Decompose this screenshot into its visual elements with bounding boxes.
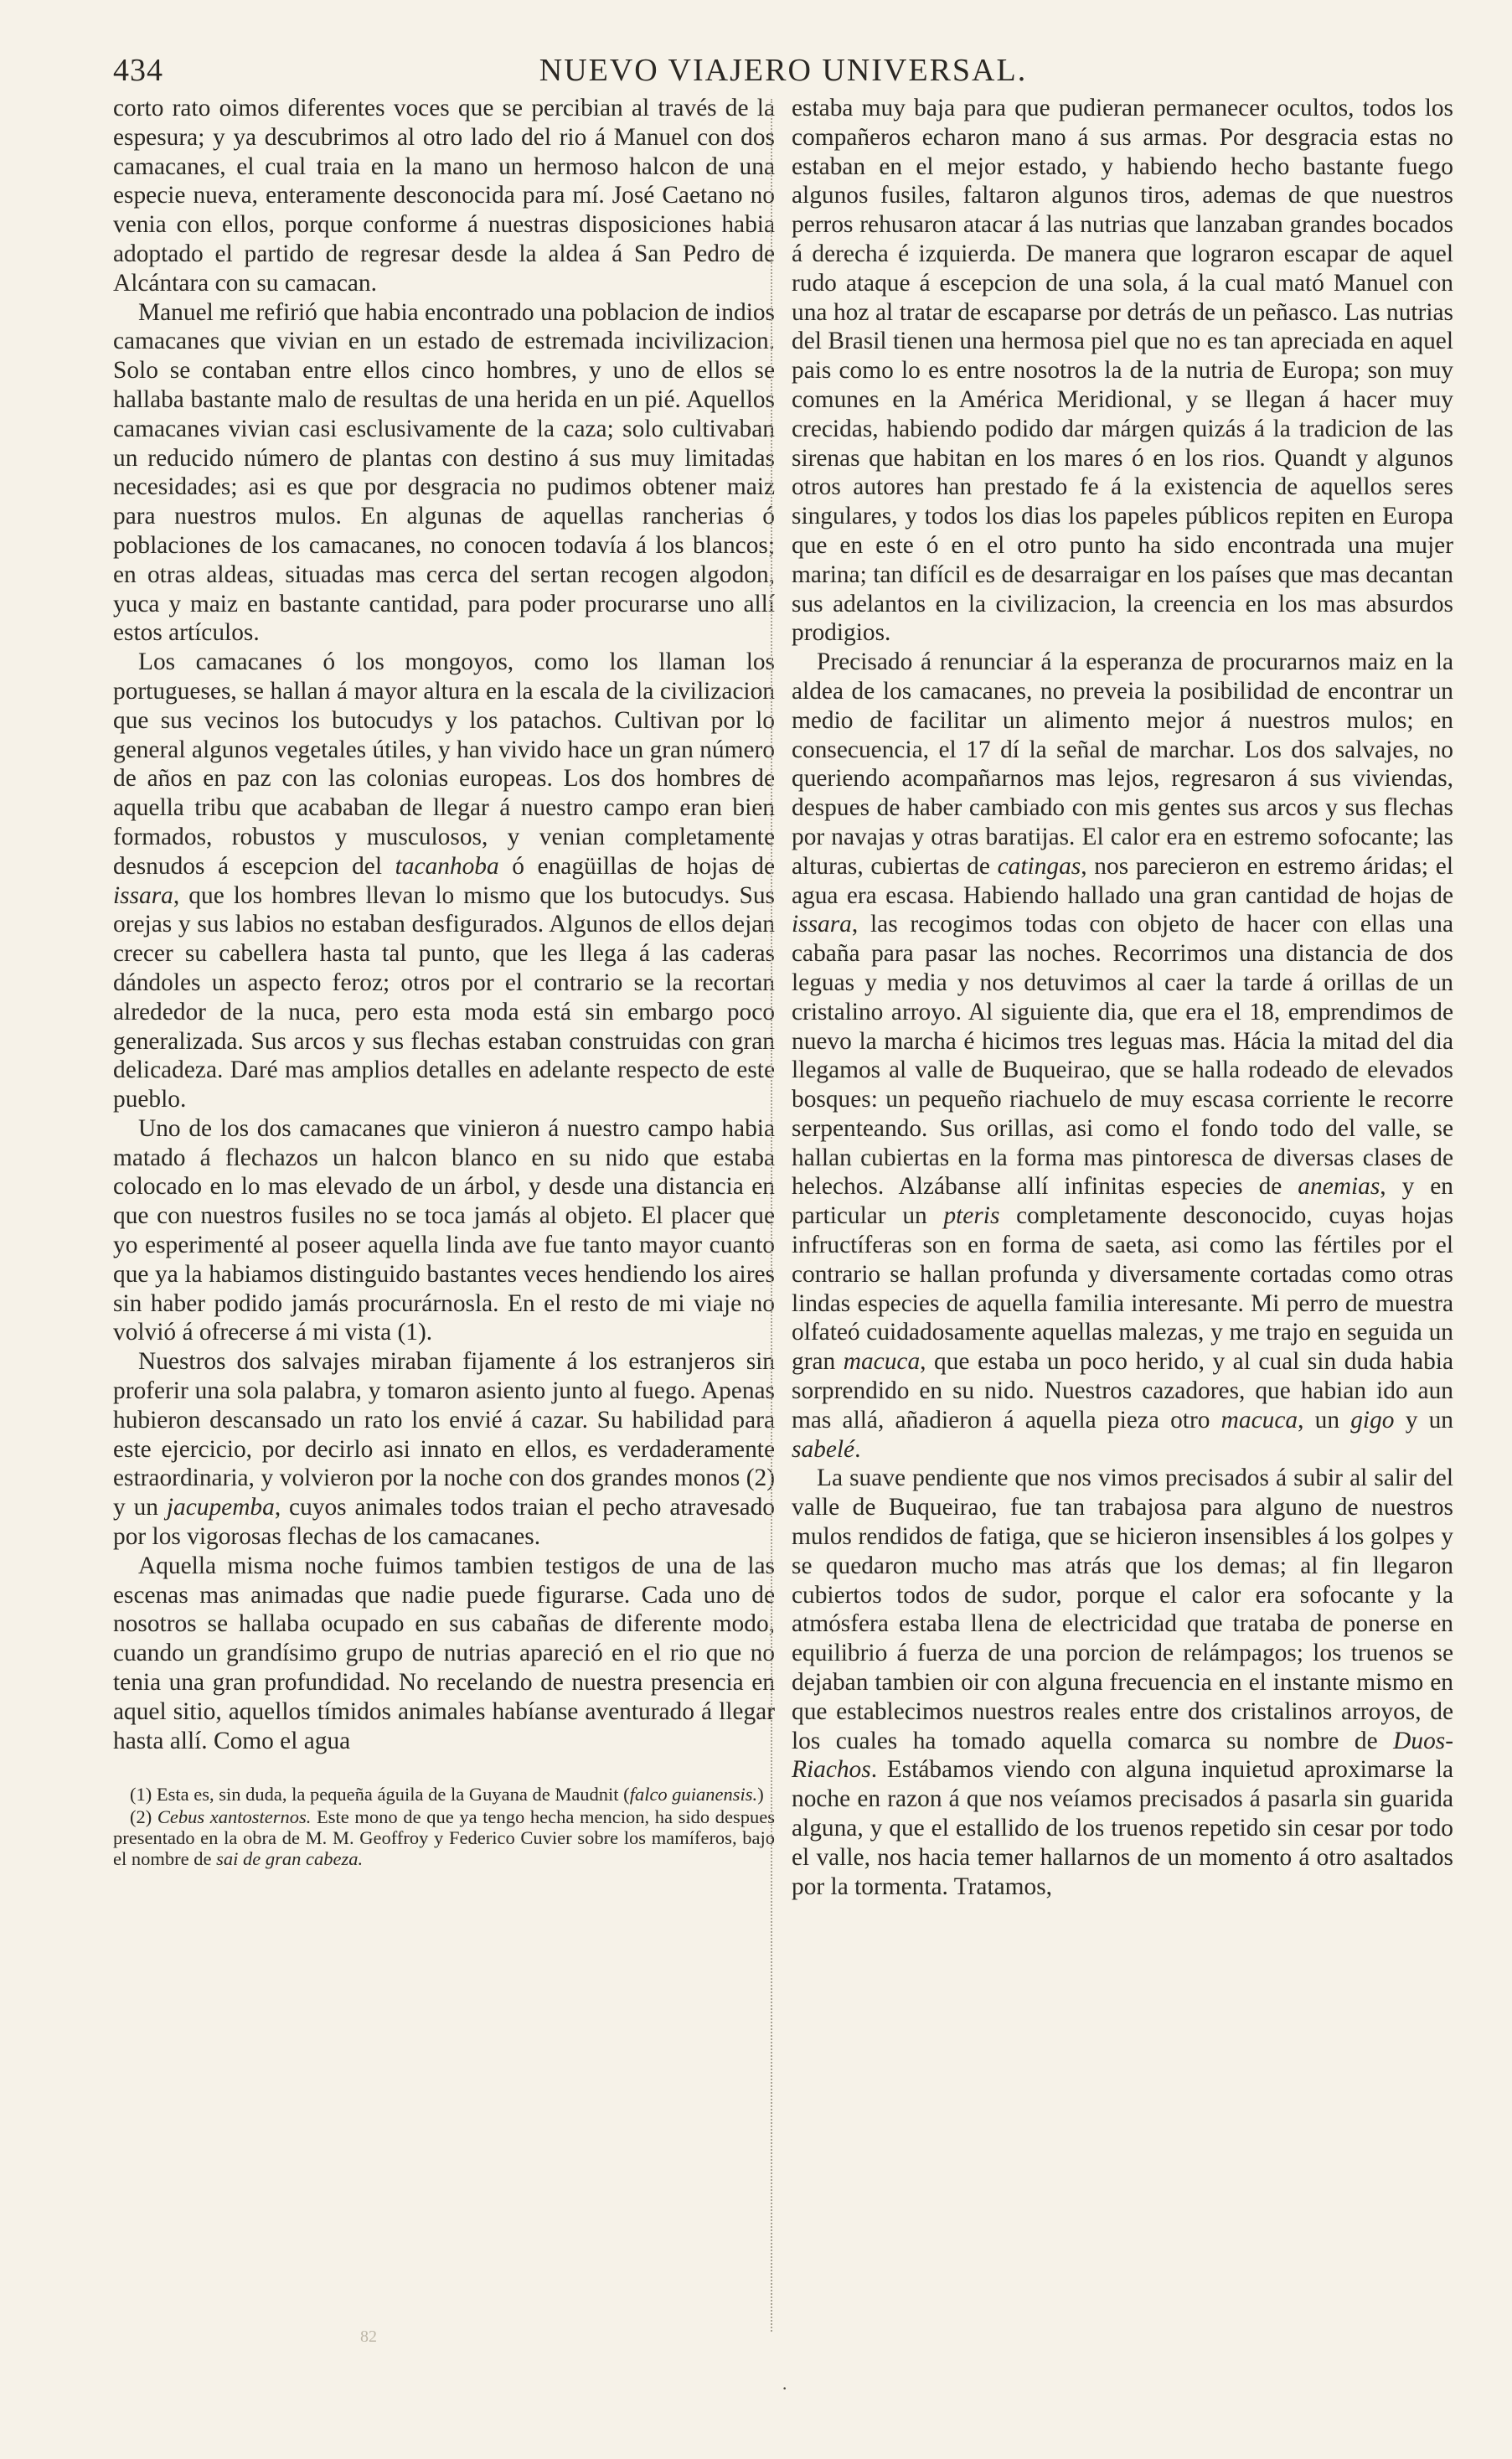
paragraph: Uno de los dos camacanes que vinieron á nuestro campo habia matado á flechazos un halcon blanco en su nido que estaba colocado en lo mas elevado de un árbol, y desde una distancia en que con nuestros fusiles no se toca jamás al objeto. El placer que yo esperimenté al poseer aquella linda ave fue tanto mayor cuanto que ya la habiamos distinguido bastantes veces hendiendo los aires sin haber podido jamás procurárnosla. En el resto de mi viaje no volvió á ofrecerse á mi vista (1). xyxy=(113,1114,775,1346)
paragraph: estaba muy baja para que pudieran permanecer ocultos, todos los compañeros echaron mano á sus armas. Por desgracia estas no estaban en el mejor estado, y habiendo hecho bastante fuego algunos fusiles, faltaron algunos tiros, ademas de que nuestros perros rehusaron atacar á las nutrias que lanzaban grandes bocados á derecha é izquierda. De manera que lograron escapar de aquel rudo ataque á escepcion de una sola, á la cual mató Manuel con una hoz al tratar de escaparse por detrás de un peñasco. Las nutrias del Brasil tienen una hermosa piel que no es tan apreciada en aquel pais como lo es entre nosotros la de la nutria de Europa; son muy comunes en la América Meridional, y se llegan á hacer muy crecidas, habiendo podido dar márgen quizás á la tradicion de las sirenas que habitan en los mares ó en los rios. Quandt y algunos otros autores han prestado fe á la existencia de aquellos seres singulares, y todos los dias los papeles públicos repiten en Europa que en este ó en el otro punto ha sido encontrada una mujer marina; tan difícil es de desarraigar en los países que mas decantan sus adelantos en la civilizacion, la creencia en los mas absurdos prodigios. xyxy=(792,95,1453,647)
running-title: NUEVO VIAJERO UNIVERSAL. xyxy=(539,53,1028,88)
italic-term: tacanhoba xyxy=(395,852,499,880)
paragraph: Aquella misma noche fuimos tambien testigos de una de las escenas mas animadas que nadie puede figurarse. Cada uno de nosotros se hallaba ocupado en sus cabañas de diferente modo, cuando un grandísimo grupo de nutrias apareció en el rio que no tenia una gran profundidad. No recelando de nuestra presencia en aquel sitio, aquellos tímidos animales habíanse aventurado á llegar hasta allí. Como el agua xyxy=(113,1552,775,1754)
page-number: 434 xyxy=(113,53,163,88)
italic-term: macuca xyxy=(1220,1406,1298,1434)
footnote: (2) Cebus xantosternos. Este mono de que ya tengo hecha mencion, ha sido despues presentado en la obra de M. M. Geoffroy y Federico Cuvier sobre los mamíferos, bajo el nombre de sai de gran cabeza. xyxy=(113,1806,775,1870)
italic-term: macuca xyxy=(843,1348,921,1376)
italic-term: issara xyxy=(113,881,173,909)
paragraph: Los camacanes ó los mongoyos, como los llaman los portugueses, se hallan á mayor altura en la escala de la civilizacion que sus vecinos los butocudys y los patachos. Cultivan por lo general algunos vegetales útiles, y han vivido hace un gran número de años en paz con las colonias europeas. Los dos hombres de aquella tribu que acababan de llegar á nuestro campo eran bien formados, robustos y musculosos, y venian completamente desnudos á escepcion del tacanhoba ó enagüillas de hojas de issara, que los hombres llevan lo mismo que los butocudys. Sus orejas y sus labios no estaban desfigurados. Algunos de ellos dejan crecer su cabellera hasta tal punto, que les llega á las caderas dándoles un aspecto feroz; otros por el contrario se la recortan alrededor de la nuca, pero esta moda está sin embargo poco generalizada. Sus arcos y sus flechas estaban construidas con gran delicadeza. Daré mas amplios detalles en adelante respecto de este pueblo. xyxy=(113,648,776,1113)
footnote: (1) Esta es, sin duda, la pequeña águila de la Guyana de Maudnit (falco guianensis.) xyxy=(130,1784,764,1806)
italic-term: gigo xyxy=(1350,1406,1395,1434)
italic-term: sabelé xyxy=(792,1435,855,1463)
folio-mark: 82 xyxy=(360,2327,377,2346)
italic-term: catingas xyxy=(997,852,1081,880)
right-column xyxy=(792,94,1453,1901)
paragraph: Precisado á renunciar á la esperanza de procurarnos maiz en la aldea de los camacanes, no preveia la posibilidad de encontrar un medio de facilitar un alimento mejor á nuestros mulos; en consecuencia, el 17 dí la señal de marchar. Los dos salvajes, no queriendo acompañarnos mas lejos, regresaron á sus viviendas, despues de haber cambiado con mis gentes sus arcos y sus flechas por navajas y otras baratijas. El calor era en estremo sofocante; las alturas, cubiertas de catingas, nos parecieron en estremo áridas; el agua era escasa. Habiendo hallado una gran cantidad de hojas de issara, las recogimos todas con objeto de hacer con ellas una cabaña para pasar las noches. Recorrimos una distancia de dos leguas y media y nos detuvimos al caer la tarde á orillas de un cristalino arroyo. Al siguiente dia, que era el 18, emprendimos de nuevo la marcha é hicimos tres leguas mas. Hácia la mitad del dia llegamos al valle de Buqueirao, que se halla rodeado de elevados bosques: un pequeño riachuelo de muy escasa corriente le recorre serpenteando. Sus orillas, asi como el fondo todo del valle, se hallan cubiertas en la forma mas pintoresca de diversas clases de helechos. Alzábanse allí infinitas especies de anemias, y en particular un pteris completamente desconocido, cuyas hojas infructíferas son en forma de saeta, asi como las fértiles por el contrario se hallan profunda y diversamente cortadas como otras lindas especies de aquella familia interesante. Mi perro de muestra olfateó cuidadosamente aquellas malezas, y me trajo en seguida un gran macuca, que estaba un poco herido, y al cual sin duda habia sorprendido en su nido. Nuestros cazadores, que habian ido aun mas allá, añadieron á aquella pieza otro macuca, un gigo y un sabelé. xyxy=(792,648,1454,1463)
italic-term: issara xyxy=(792,911,852,938)
left-column xyxy=(113,94,775,1869)
footnotes xyxy=(113,1784,775,1869)
italic-term: jacupemba xyxy=(166,1494,275,1521)
paragraph: La suave pendiente que nos vimos precisados á subir al salir del valle de Buqueirao, fue tan trabajosa para alguno de nuestros mulos rendidos de fatiga, que se hicieron insensibles á los golpes y se quedaron mucho mas atrás que los demas; al fin llegaron cubiertos todos de sudor, porque el calor era sofocante y la atmósfera estaba llena de electricidad que trataba de ponerse en equilibrio á fuerza de una porcion de relámpagos; los truenos se dejaban tambien oir con alguna frecuencia en el instante mismo en que establecimos nuestros reales entre dos cristalinos arroyos, de los cuales ha tomado aquella comarca su nombre de Duos-Riachos. Estábamos viendo con alguna inquietud aproximarse la noche en razon á que nos veíamos precisados á pasarla sin guarida alguna, y que el estallido de los truenos repetido sin cesar por todo el valle, nos hacia temer hallarnos de un momento á otro asaltados por la tormenta. Tratamos, xyxy=(792,1465,1453,1900)
italic-term: Duos-Riachos xyxy=(792,1727,1453,1784)
italic-term: pteris xyxy=(943,1202,1000,1230)
paragraph: corto rato oimos diferentes voces que se percibian al través de la espesura; y ya descubrimos al otro lado del rio á Manuel con dos camacanes, el cual traia en la mano un hermoso halcon de una especie nueva, enteramente desconocida para mí. José Caetano no venia con ellos, porque conforme á nuestras disposiciones habia adoptado el partido de regresar desde la aldea á San Pedro de Alcántara con su camacan. xyxy=(113,95,775,297)
bottom-mark: · xyxy=(782,2378,788,2399)
italic-term: anemias xyxy=(1298,1173,1380,1201)
paragraph: Manuel me refirió que habia encontrado una poblacion de indios camacanes que vivian en un estado de estremada incivilizacion. Solo se contaban entre ellos cinco hombres, y uno de ellos se hallaba bastante malo de resultas de una herida en un pié. Aquellos camacanes vivian casi esclusivamente de la caza; solo cultivaban un reducido número de plantas con destino á sus muy limitadas necesidades; asi es que por desgracia no pudimos obtener maiz para nuestros mulos. En algunas de aquellas rancherias ó poblaciones de los camacanes, no conocen todavía á los blancos; en otras aldeas, situadas mas cerca del sertan recogen algodon, yuca y maiz en bastante cantidad, para poder procurarse uno allí estos artículos. xyxy=(113,298,775,647)
column-divider xyxy=(771,99,773,2332)
page-header xyxy=(113,52,1453,94)
paragraph: Nuestros dos salvajes miraban fijamente á los estranjeros sin proferir una sola palabra, y tomaron asiento junto al fuego. Apenas hubieron descansado un rato los envié á cazar. Su habilidad para este ejercicio, por decirlo asi innato en ellos, es verdaderamente estraordinaria, y volvieron por la noche con dos grandes monos (2) y un jacupemba, cuyos animales todos traian el pecho atravesado por los vigorosas flechas de los camacanes. xyxy=(113,1348,776,1551)
